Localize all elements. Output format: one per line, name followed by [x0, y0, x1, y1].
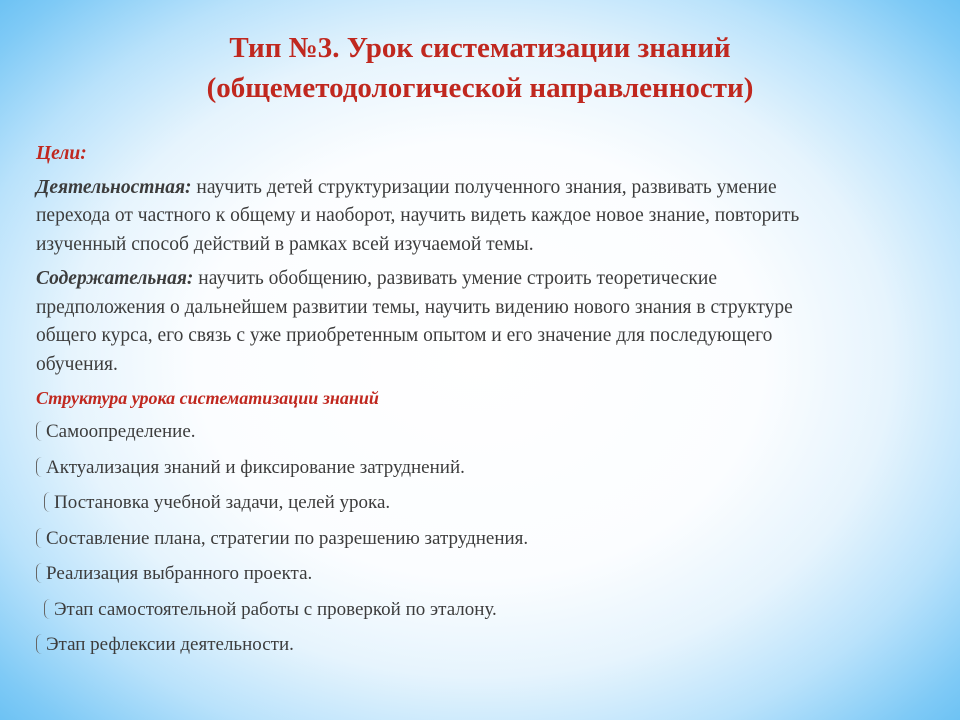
- bullet-bracket-icon: [36, 634, 43, 654]
- structure-step: Этап самостоятельной работы с проверкой по эталону.: [36, 592, 926, 628]
- slide-content: [36, 140, 926, 663]
- activity-goal-text-1: научить детей структуризации полученного знания, развивать умение: [191, 176, 777, 198]
- bullet-bracket-icon: [36, 528, 43, 548]
- structure-step: Реализация выбранного проекта.: [36, 556, 926, 592]
- structure-step: Самоопределение.: [36, 414, 926, 450]
- bullet-bracket-icon: [36, 457, 43, 477]
- structure-step: Актуализация знаний и фиксирование затруднений.: [36, 450, 926, 486]
- content-goal-text-3: общего курса, его связь с уже приобретенным опытом и его значение для последующего: [36, 325, 773, 346]
- structure-heading: Структура урока систематизации знаний: [36, 388, 379, 408]
- bullet-bracket-icon: [44, 599, 51, 619]
- structure-step: Составление плана, стратегии по разрешению затруднения.: [36, 521, 926, 557]
- activity-goal-text-3: изученный способ действий в рамках всей изучаемой темы.: [36, 233, 534, 255]
- slide-title: [0, 28, 960, 108]
- content-goal-text-1: научить обобщению, развивать умение строить теоретические: [193, 268, 717, 289]
- content-goal-paragraph: [36, 265, 926, 379]
- title-line-1: Тип №3. Урок систематизации знаний: [229, 32, 731, 64]
- content-goal-text-2: предположения о дальнейшем развитии темы, научить видению нового знания в структуре: [36, 296, 793, 318]
- structure-steps-list: [36, 414, 926, 663]
- activity-goal-text-2: перехода от частного к общему и наоборот, научить видеть каждое новое знание, повторить: [36, 205, 800, 226]
- structure-step: Этап рефлексии деятельности.: [36, 627, 926, 663]
- activity-goal-label: Деятельностная:: [36, 176, 192, 198]
- activity-goal-paragraph: [36, 174, 926, 260]
- bullet-bracket-icon: [36, 563, 43, 583]
- structure-step: Постановка учебной задачи, целей урока.: [36, 485, 926, 521]
- bullet-bracket-icon: [36, 421, 43, 441]
- bullet-bracket-icon: [44, 492, 51, 512]
- content-goal-text-4: обучения.: [36, 353, 118, 375]
- title-line-2: (общеметодологической направленности): [206, 72, 754, 104]
- goals-heading: Цели:: [36, 143, 87, 164]
- content-goal-label: Содержательная:: [36, 268, 194, 289]
